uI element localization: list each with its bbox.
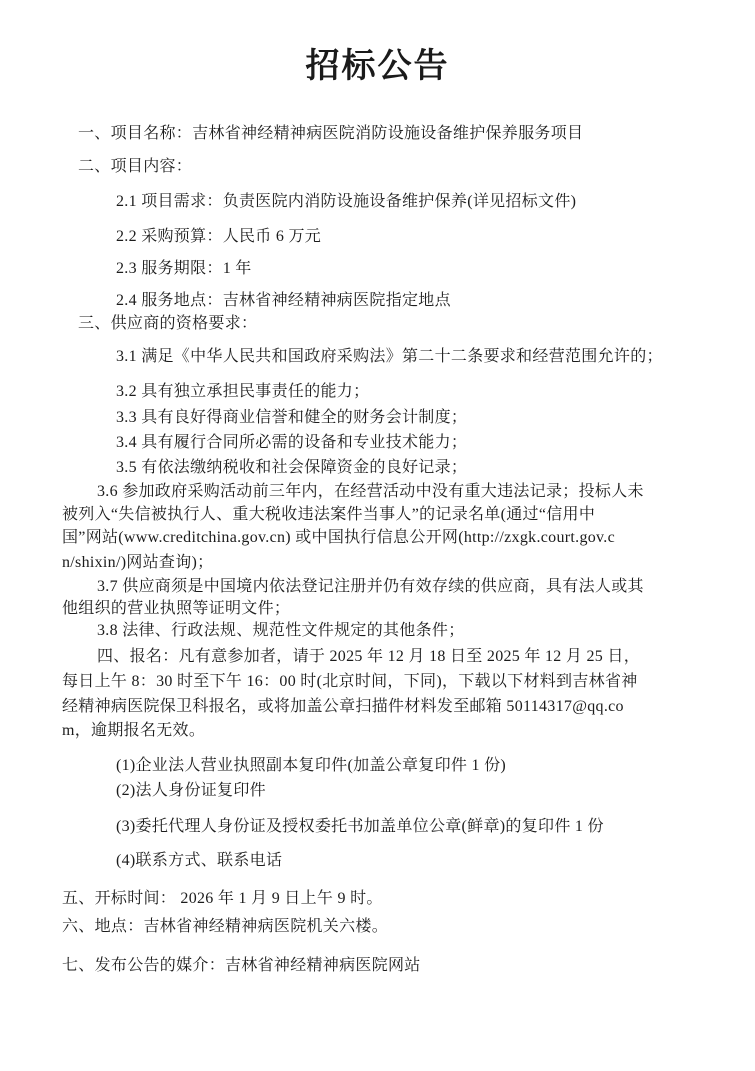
material-item-2: (2)法人身份证复印件 bbox=[116, 782, 266, 799]
registration-cont-3: m，逾期报名无效。 bbox=[62, 722, 206, 739]
qualification-3-7-cont: 他组织的营业执照等证明文件； bbox=[62, 600, 291, 617]
qualification-3-6-cont-3: n/shixin/)网站查询)； bbox=[62, 554, 214, 571]
service-location-line: 2.4 服务地点：吉林省神经精神病医院指定地点 bbox=[116, 292, 451, 309]
qualification-item-3-5: 3.5 有依法缴纳税收和社会保障资金的良好记录； bbox=[116, 459, 468, 476]
registration-heading-line: 四、报名：凡有意参加者，请于 2025 年 12 月 18 日至 2025 年 12 月 25 日， bbox=[97, 648, 641, 665]
project-name-line: 一、项目名称：吉林省神经精神病医院消防设施设备维护保养服务项目 bbox=[78, 125, 584, 142]
budget-line: 2.2 采购预算：人民币 6 万元 bbox=[116, 228, 322, 245]
material-item-4: (4)联系方式、联系电话 bbox=[116, 852, 283, 869]
qualification-3-6-cont-2: 国”网站(www.creditchina.gov.cn) 或中国执行信息公开网(http://zxgk.court.gov.c bbox=[62, 529, 616, 546]
qualification-item-3-1: 3.1 满足《中华人民共和国政府采购法》第二十二条要求和经营范围允许的； bbox=[116, 348, 663, 365]
project-content-heading: 二、项目内容： bbox=[78, 158, 193, 175]
qualification-item-3-7: 3.7 供应商须是中国境内依法登记注册并仍有效存续的供应商，具有法人或其 bbox=[97, 578, 644, 595]
qualification-item-3-4: 3.4 具有履行合同所必需的设备和专业技术能力； bbox=[116, 434, 468, 451]
registration-cont-2: 经精神病医院保卫科报名，或将加盖公章扫描件材料发至邮箱 50114317@qq.co bbox=[62, 698, 624, 715]
qualification-3-6-cont-1: 被列入“失信被执行人、重大税收违法案件当事人”的记录名单(通过“信用中 bbox=[62, 506, 596, 523]
qualification-item-3-3: 3.3 具有良好得商业信誉和健全的财务会计制度； bbox=[116, 409, 468, 426]
project-requirement-line: 2.1 项目需求：负责医院内消防设施设备维护保养(详见招标文件) bbox=[116, 193, 577, 210]
document-title: 招标公告 bbox=[305, 48, 450, 85]
qualification-item-3-8: 3.8 法律、行政法规、规范性文件规定的其他条件； bbox=[97, 622, 465, 639]
service-period-line: 2.3 服务期限：1 年 bbox=[116, 260, 252, 277]
announcement-media-line: 七、发布公告的媒介：吉林省神经精神病医院网站 bbox=[62, 957, 421, 974]
material-item-3: (3)委托代理人身份证及授权委托书加盖单位公章(鲜章)的复印件 1 份 bbox=[116, 818, 604, 835]
qualification-item-3-6: 3.6 参加政府采购活动前三年内，在经营活动中没有重大违法记录；投标人未 bbox=[97, 483, 644, 500]
qualification-heading: 三、供应商的资格要求： bbox=[78, 315, 258, 332]
registration-cont-1: 每日上午 8：30 时至下午 16：00 时(北京时间，下同)，下载以下材料到吉林省神 bbox=[62, 673, 638, 690]
qualification-item-3-2: 3.2 具有独立承担民事责任的能力； bbox=[116, 383, 370, 400]
bid-opening-time-line: 五、开标时间： 2026 年 1 月 9 日上午 9 时。 bbox=[62, 890, 383, 907]
bid-location-line: 六、地点：吉林省神经精神病医院机关六楼。 bbox=[62, 918, 389, 935]
material-item-1: (1)企业法人营业执照副本复印件(加盖公章复印件 1 份) bbox=[116, 757, 507, 774]
